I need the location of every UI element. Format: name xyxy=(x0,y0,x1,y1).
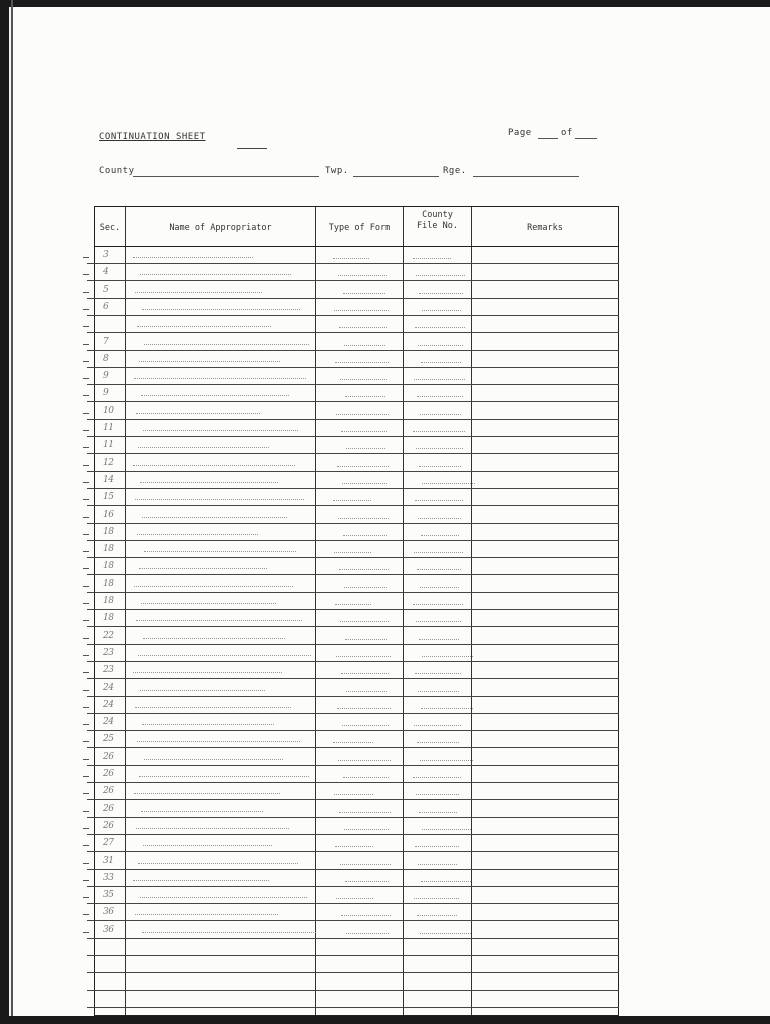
column-divider xyxy=(125,207,126,1015)
handwriting-stroke xyxy=(339,569,389,570)
margin-tick xyxy=(83,741,89,742)
column-header-remarks: Remarks xyxy=(527,223,563,233)
margin-tick xyxy=(83,793,89,794)
margin-tick xyxy=(83,863,89,864)
handwriting-stroke xyxy=(133,880,269,881)
handwriting-stroke xyxy=(415,327,465,328)
row-section-number: 18 xyxy=(103,526,114,537)
handwriting-stroke xyxy=(135,499,304,500)
row-section-number: 18 xyxy=(103,613,114,624)
handwriting-stroke xyxy=(414,898,459,899)
row-section-number: 8 xyxy=(103,353,109,364)
row-section-number: 25 xyxy=(103,734,114,745)
handwriting-stroke xyxy=(422,483,475,484)
table-row-rule xyxy=(87,505,619,506)
row-section-number: 26 xyxy=(103,786,114,797)
table-row-rule xyxy=(87,488,619,489)
row-section-number: 10 xyxy=(103,405,114,416)
handwriting-stroke xyxy=(415,673,461,674)
margin-tick xyxy=(83,309,89,310)
handwriting-stroke xyxy=(415,500,463,501)
table-row-rule xyxy=(87,644,619,645)
handwriting-stroke xyxy=(339,327,387,328)
handwriting-stroke xyxy=(420,587,459,588)
column-divider xyxy=(471,207,472,1015)
handwriting-stroke xyxy=(346,933,389,934)
table-row-rule xyxy=(87,592,619,593)
margin-tick xyxy=(83,395,89,396)
handwriting-stroke xyxy=(139,568,267,569)
row-section-number: 18 xyxy=(103,596,114,606)
handwriting-stroke xyxy=(133,465,295,466)
margin-tick xyxy=(83,551,89,552)
handwriting-stroke xyxy=(413,777,461,778)
handwriting-stroke xyxy=(141,811,263,812)
table-row-rule xyxy=(87,384,619,385)
row-section-number: 26 xyxy=(103,820,114,831)
table-row-rule xyxy=(87,799,619,800)
margin-tick xyxy=(83,257,89,258)
handwriting-stroke xyxy=(140,482,278,483)
handwriting-stroke xyxy=(144,551,296,552)
handwriting-stroke xyxy=(417,569,461,570)
handwriting-stroke xyxy=(335,604,371,605)
handwriting-stroke xyxy=(144,344,309,345)
county-field-line xyxy=(133,176,319,177)
handwriting-stroke xyxy=(420,933,471,934)
page-total-line xyxy=(575,138,597,139)
margin-tick xyxy=(83,326,89,327)
row-section-number: 18 xyxy=(103,544,114,555)
handwriting-stroke xyxy=(143,430,298,431)
column-header-name: Name of Appropriator xyxy=(169,223,272,233)
row-section-number: 23 xyxy=(103,665,114,676)
row-section-number: 24 xyxy=(103,717,114,728)
row-section-number: 26 xyxy=(103,803,114,814)
handwriting-stroke xyxy=(135,914,278,915)
margin-tick xyxy=(83,672,89,673)
table-row-rule xyxy=(87,298,619,299)
table-row-rule xyxy=(87,817,619,818)
table-row-rule xyxy=(87,332,619,333)
handwriting-stroke xyxy=(421,708,473,709)
handwriting-stroke xyxy=(416,794,459,795)
handwriting-stroke xyxy=(419,639,459,640)
row-section-number: 26 xyxy=(103,751,114,762)
column-divider xyxy=(403,207,404,1015)
handwriting-stroke xyxy=(419,466,461,467)
twp-label: Twp. xyxy=(325,166,349,176)
scan-edge-bottom xyxy=(0,1016,770,1024)
scan-edge-top xyxy=(0,0,770,7)
row-section-number: 26 xyxy=(103,769,114,779)
handwriting-stroke xyxy=(138,447,269,448)
margin-tick xyxy=(83,724,89,725)
table-row-rule xyxy=(87,747,619,748)
sheet-title: CONTINUATION SHEET xyxy=(99,132,206,142)
handwriting-stroke xyxy=(417,742,459,743)
handwriting-stroke xyxy=(337,708,391,709)
margin-tick xyxy=(83,430,89,431)
handwriting-stroke xyxy=(342,725,389,726)
table-row-rule xyxy=(87,626,619,627)
row-section-number: 6 xyxy=(103,301,109,312)
handwriting-stroke xyxy=(414,379,465,380)
table-row-rule xyxy=(87,419,619,420)
handwriting-stroke xyxy=(142,309,300,310)
handwriting-stroke xyxy=(138,863,298,864)
table-row-rule xyxy=(87,401,619,402)
table-row-rule xyxy=(87,315,619,316)
handwriting-stroke xyxy=(345,881,389,882)
row-section-number: 36 xyxy=(103,924,114,935)
handwriting-stroke xyxy=(140,274,291,275)
row-section-number: 24 xyxy=(103,699,114,710)
row-section-number: 22 xyxy=(103,630,114,641)
table-row-rule xyxy=(87,886,619,887)
row-section-number: 35 xyxy=(103,890,114,901)
handwriting-stroke xyxy=(334,552,371,553)
table-row-rule xyxy=(87,471,619,472)
handwriting-stroke xyxy=(340,379,387,380)
margin-tick xyxy=(83,568,89,569)
handwriting-stroke xyxy=(418,345,463,346)
table-row-rule xyxy=(87,834,619,835)
margin-tick xyxy=(83,482,89,483)
handwriting-stroke xyxy=(136,413,260,414)
table-row-rule xyxy=(87,436,619,437)
handwriting-stroke xyxy=(142,724,274,725)
margin-tick xyxy=(83,811,89,812)
rge-label: Rge. xyxy=(443,166,467,176)
row-section-number: 24 xyxy=(103,682,114,693)
margin-tick xyxy=(83,707,89,708)
handwriting-stroke xyxy=(418,864,457,865)
table-row-rule xyxy=(87,574,619,575)
handwriting-stroke xyxy=(141,395,289,396)
handwriting-stroke xyxy=(341,431,387,432)
table-row-rule xyxy=(87,661,619,662)
blank-row-rule xyxy=(87,955,619,956)
table-row-rule xyxy=(87,869,619,870)
table-row-rule xyxy=(87,540,619,541)
row-section-number: 31 xyxy=(103,855,114,866)
margin-tick xyxy=(83,638,89,639)
handwriting-stroke xyxy=(338,760,391,761)
handwriting-stroke xyxy=(336,656,391,657)
row-section-number: 11 xyxy=(103,423,114,433)
margin-tick xyxy=(83,413,89,414)
handwriting-stroke xyxy=(344,829,389,830)
handwriting-stroke xyxy=(341,915,391,916)
handwriting-stroke xyxy=(135,707,291,708)
handwriting-stroke xyxy=(336,898,373,899)
row-section-number: 3 xyxy=(103,250,109,260)
margin-tick xyxy=(83,620,89,621)
margin-tick xyxy=(83,690,89,691)
handwriting-stroke xyxy=(418,518,461,519)
handwriting-stroke xyxy=(335,362,389,363)
table-row-rule xyxy=(87,523,619,524)
handwriting-stroke xyxy=(416,275,465,276)
handwriting-stroke xyxy=(343,777,389,778)
column-divider xyxy=(315,207,316,1015)
margin-tick xyxy=(83,534,89,535)
row-section-number: 12 xyxy=(103,457,114,468)
margin-tick xyxy=(83,897,89,898)
handwriting-stroke xyxy=(134,378,306,379)
table-row-rule xyxy=(87,609,619,610)
handwriting-stroke xyxy=(413,431,465,432)
handwriting-stroke xyxy=(338,275,387,276)
handwriting-stroke xyxy=(346,691,387,692)
handwriting-stroke xyxy=(422,656,473,657)
handwriting-stroke xyxy=(137,326,271,327)
handwriting-stroke xyxy=(414,552,463,553)
handwriting-stroke xyxy=(135,292,262,293)
table-row-rule xyxy=(87,678,619,679)
appropriator-table xyxy=(94,206,619,1016)
handwriting-stroke xyxy=(416,621,461,622)
handwriting-stroke xyxy=(420,414,461,415)
twp-field-line xyxy=(353,176,439,177)
margin-tick xyxy=(83,378,89,379)
table-row-rule xyxy=(87,263,619,264)
margin-tick xyxy=(83,603,89,604)
handwriting-stroke xyxy=(143,845,272,846)
row-section-number: 36 xyxy=(103,907,114,918)
handwriting-stroke xyxy=(421,881,471,882)
page-of-label: of xyxy=(561,128,573,138)
handwriting-stroke xyxy=(418,691,459,692)
table-row-rule xyxy=(87,350,619,351)
margin-tick xyxy=(83,499,89,500)
table-row-rule xyxy=(87,730,619,731)
handwriting-stroke xyxy=(338,518,389,519)
margin-tick xyxy=(83,655,89,656)
margin-tick xyxy=(83,914,89,915)
row-section-number: 15 xyxy=(103,492,114,503)
handwriting-stroke xyxy=(419,293,463,294)
handwriting-stroke xyxy=(417,396,463,397)
row-section-number: 11 xyxy=(103,440,114,451)
handwriting-stroke xyxy=(138,655,311,656)
handwriting-stroke xyxy=(421,362,461,363)
handwriting-stroke xyxy=(140,690,265,691)
handwriting-stroke xyxy=(333,500,371,501)
table-row-rule xyxy=(87,713,619,714)
handwriting-stroke xyxy=(340,621,389,622)
handwriting-stroke xyxy=(422,310,461,311)
row-section-number: 18 xyxy=(103,561,114,572)
blank-row-rule xyxy=(87,972,619,973)
handwriting-stroke xyxy=(344,345,385,346)
margin-tick xyxy=(83,880,89,881)
handwriting-stroke xyxy=(133,672,282,673)
margin-tick xyxy=(83,932,89,933)
handwriting-stroke xyxy=(413,604,463,605)
page-label: Page xyxy=(508,128,532,138)
margin-tick xyxy=(83,274,89,275)
handwriting-stroke xyxy=(334,794,373,795)
row-section-number: 7 xyxy=(103,336,109,347)
table-row-rule xyxy=(87,938,619,939)
handwriting-stroke xyxy=(141,603,276,604)
margin-tick xyxy=(83,447,89,448)
handwriting-stroke xyxy=(421,535,459,536)
handwriting-stroke xyxy=(416,448,463,449)
handwriting-stroke xyxy=(336,414,389,415)
handwriting-stroke xyxy=(133,257,253,258)
handwriting-stroke xyxy=(144,759,283,760)
handwriting-stroke xyxy=(420,760,473,761)
handwriting-stroke xyxy=(343,535,387,536)
handwriting-stroke xyxy=(137,534,258,535)
handwriting-stroke xyxy=(334,310,389,311)
margin-tick xyxy=(83,465,89,466)
column-header-sec: Sec. xyxy=(99,223,121,233)
margin-tick xyxy=(83,845,89,846)
handwriting-stroke xyxy=(333,258,369,259)
county-label: County xyxy=(99,166,135,176)
row-section-number: 9 xyxy=(103,388,109,399)
column-header-file-no: County File No. xyxy=(417,210,458,231)
row-section-number: 23 xyxy=(103,647,114,658)
document-page xyxy=(13,7,770,1016)
handwriting-stroke xyxy=(136,620,302,621)
scan-edge-left xyxy=(0,0,9,1024)
handwriting-stroke xyxy=(413,258,451,259)
table-row-rule xyxy=(87,903,619,904)
margin-tick xyxy=(83,344,89,345)
handwriting-stroke xyxy=(337,466,389,467)
table-row-rule xyxy=(87,696,619,697)
row-section-number: 16 xyxy=(103,509,114,520)
table-row-rule xyxy=(87,782,619,783)
handwriting-stroke xyxy=(414,725,461,726)
table-row-rule xyxy=(87,280,619,281)
blank-row-rule xyxy=(87,990,619,991)
row-section-number: 4 xyxy=(103,267,109,278)
handwriting-stroke xyxy=(339,812,391,813)
row-section-number: 9 xyxy=(103,371,109,382)
title-mark xyxy=(237,148,267,149)
handwriting-stroke xyxy=(342,483,387,484)
margin-tick xyxy=(83,776,89,777)
margin-tick xyxy=(83,586,89,587)
margin-tick xyxy=(83,292,89,293)
table-row-rule xyxy=(87,453,619,454)
handwriting-stroke xyxy=(340,864,391,865)
handwriting-stroke xyxy=(136,828,289,829)
handwriting-stroke xyxy=(419,812,457,813)
row-section-number: 14 xyxy=(103,474,114,485)
column-header-form-type: Type of Form xyxy=(328,223,391,233)
rge-field-line xyxy=(473,176,579,177)
page-number-line xyxy=(538,138,558,139)
margin-tick xyxy=(83,517,89,518)
row-section-number: 33 xyxy=(103,872,114,883)
handwriting-stroke xyxy=(333,742,373,743)
handwriting-stroke xyxy=(143,638,285,639)
handwriting-stroke xyxy=(142,517,287,518)
table-row-rule xyxy=(87,851,619,852)
handwriting-stroke xyxy=(415,846,459,847)
margin-tick xyxy=(83,828,89,829)
table-row-rule xyxy=(87,367,619,368)
row-section-number: 18 xyxy=(103,578,114,589)
handwriting-stroke xyxy=(142,932,316,933)
handwriting-stroke xyxy=(344,587,387,588)
handwriting-stroke xyxy=(343,293,385,294)
handwriting-stroke xyxy=(345,396,385,397)
table-row-rule xyxy=(87,557,619,558)
header-separator xyxy=(95,246,618,247)
row-section-number: 5 xyxy=(103,284,109,295)
table-row-rule xyxy=(87,765,619,766)
margin-tick xyxy=(83,361,89,362)
handwriting-stroke xyxy=(134,586,293,587)
handwriting-stroke xyxy=(345,639,387,640)
handwriting-stroke xyxy=(134,793,280,794)
handwriting-stroke xyxy=(346,448,385,449)
handwriting-stroke xyxy=(417,915,457,916)
margin-tick xyxy=(83,759,89,760)
handwriting-stroke xyxy=(139,776,309,777)
handwriting-stroke xyxy=(341,673,389,674)
row-section-number: 27 xyxy=(103,838,114,849)
blank-row-rule xyxy=(87,1007,619,1008)
handwriting-stroke xyxy=(335,846,373,847)
handwriting-stroke xyxy=(137,741,300,742)
handwriting-stroke xyxy=(140,897,307,898)
handwriting-stroke xyxy=(139,361,280,362)
handwriting-stroke xyxy=(422,829,471,830)
table-row-rule xyxy=(87,920,619,921)
